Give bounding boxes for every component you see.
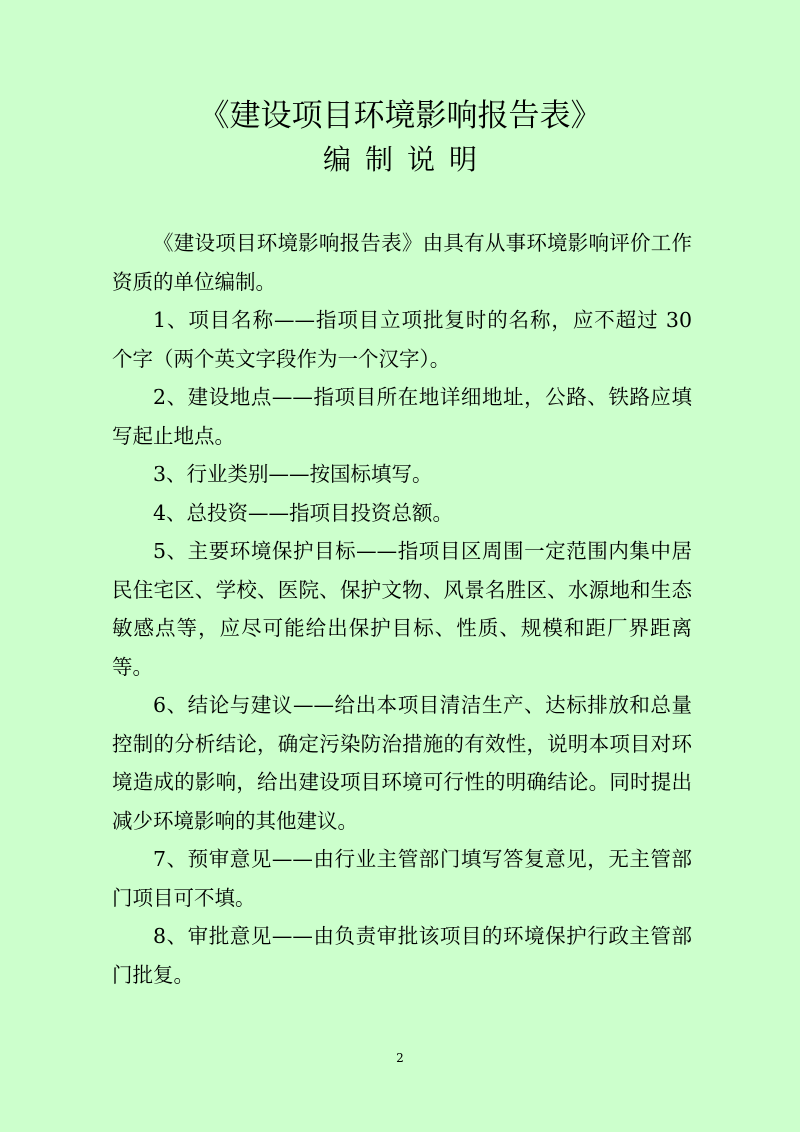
paragraph-item-6: 6、结论与建议——给出本项目清洁生产、达标排放和总量控制的分析结论，确定污染防治措施的有效性，说明本项目对环境造成的影响，给出建设项目环境可行性的明确结论。同时提出减少环境影响的其他建议。 bbox=[112, 693, 692, 833]
document-subtitle: 编制说明 bbox=[322, 143, 491, 176]
document-body bbox=[112, 224, 692, 994]
document-title: 《建设项目环境影响报告表》 bbox=[198, 98, 602, 134]
paragraph-item-4: 4、总投资——指项目投资总额。 bbox=[153, 500, 454, 525]
paragraph-item-3: 3、行业类别——按国标填写。 bbox=[153, 462, 433, 486]
paragraph-item-1: 1、项目名称——指项目立项批复时的名称，应不超过 30 个字（两个英文字段作为一个汉字）。 bbox=[112, 308, 692, 371]
paragraph-item-2: 2、建设地点——指项目所在地详细地址，公路、铁路应填写起止地点。 bbox=[112, 385, 692, 448]
paragraph-item-8: 8、审批意见——由负责审批该项目的环境保护行政主管部门批复。 bbox=[112, 924, 692, 987]
paragraph-item-7: 7、预审意见——由行业主管部门填写答复意见，无主管部门项目可不填。 bbox=[112, 847, 692, 910]
page-number: 2 bbox=[396, 1051, 404, 1065]
paragraph-intro: 《建设项目环境影响报告表》由具有从事环境影响评价工作资质的单位编制。 bbox=[112, 231, 692, 294]
paragraph-item-5: 5、主要环境保护目标——指项目区周围一定范围内集中居民住宅区、学校、医院、保护文物、风景名胜区、水源地和生态敏感点等，应尽可能给出保护目标、性质、规模和距厂界距离等。 bbox=[112, 539, 692, 679]
